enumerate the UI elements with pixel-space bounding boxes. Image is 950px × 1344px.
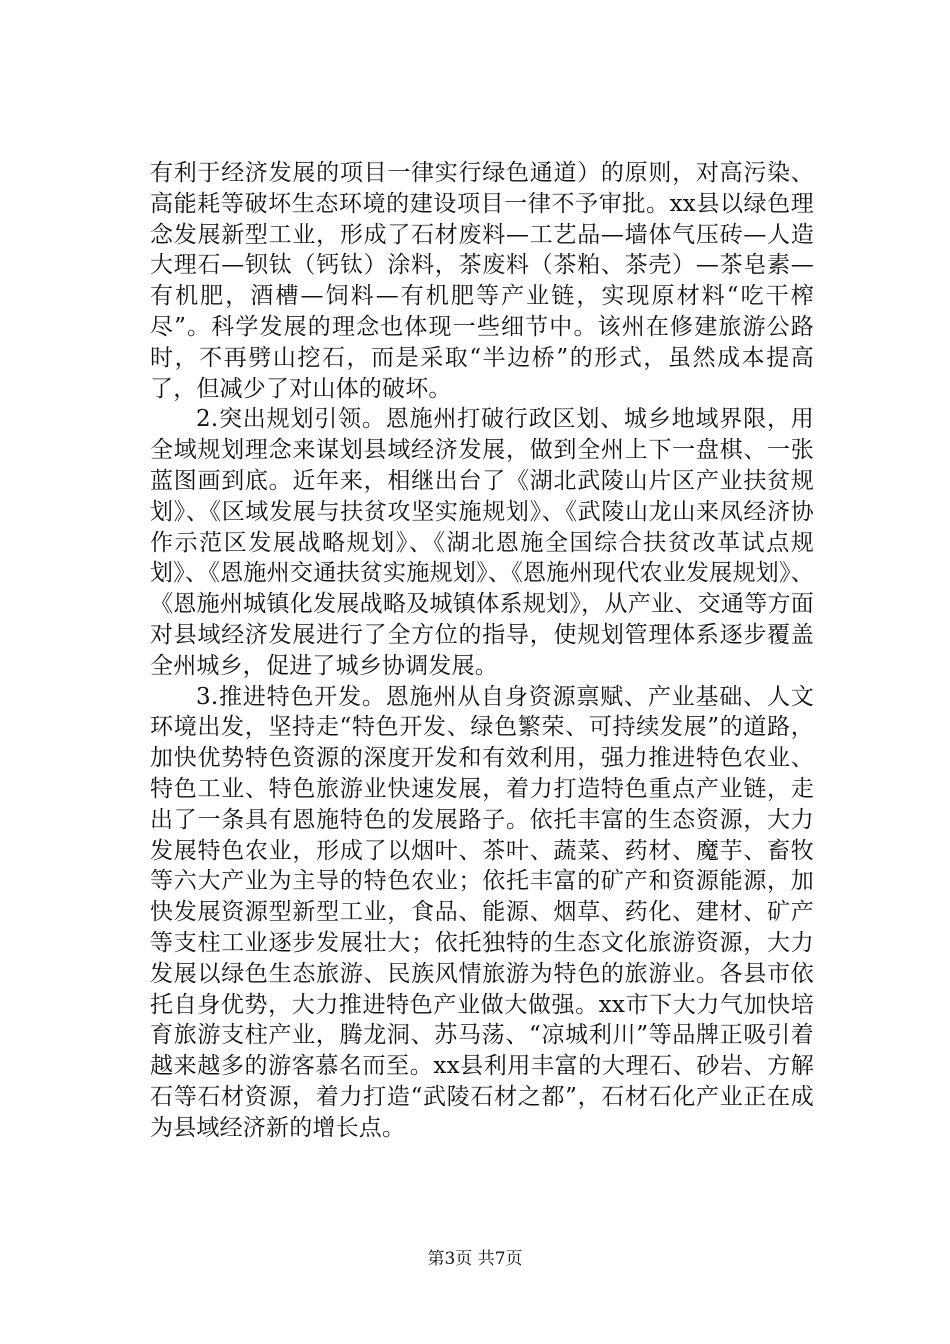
page-number-footer: 第3页 共7页 (427, 1249, 523, 1269)
paragraph-continuation: 有利于经济发展的项目一律实行绿色通道）的原则，对高污染、高能耗等破坏生态环境的建设项目一律不予审批。xx县以绿色理念发展新型工业，形成了石材废料—工艺品—墙体气压砖—人造大理石—钡钛（钙钛）涂料，茶废料（茶粕、茶壳）—茶皂素—有机肥，酒槽—饲料—有机肥等产业链，实现原材料“吃干榨尽”。科学发展的理念也体现一些细节中。该州在修建旅游公路时，不再劈山挖石，而是采取“半边桥”的形式，虽然成本提高了，但减少了对山体的破坏。 (150, 160, 814, 402)
paragraph-planning: 2.突出规划引领。恩施州打破行政区划、城乡地域界限，用全域规划理念来谋划县域经济发展，做到全州上下一盘棋、一张蓝图画到底。近年来，相继出台了《湖北武陵山片区产业扶贫规划》、《区域发展与扶贫攻坚实施规划》、《武陵山龙山来凤经济协作示范区发展战略规划》、《湖北恩施全国综合扶贫改革试点规划》、《恩施州交通扶贫实施规划》、《恩施州现代农业发展规划》、《恩施州城镇化发展战略及城镇体系规划》，从产业、交通等方面对县域经济发展进行了全方位的指导，使规划管理体系逐步覆盖全州城乡，促进了城乡协调发展。 (150, 406, 814, 679)
document-body (150, 158, 814, 1144)
paragraph-characteristic-development: 3.推进特色开发。恩施州从自身资源禀赋、产业基础、人文环境出发，坚持走“特色开发、绿色繁荣、可持续发展”的道路，加快优势特色资源的深度开发和有效利用，强力推进特色农业、特色工业、特色旅游业快速发展，着力打造特色重点产业链，走出了一条具有恩施特色的发展路子。依托丰富的生态资源，大力发展特色农业，形成了以烟叶、茶叶、蔬菜、药材、魔芋、畜牧等六大产业为主导的特色农业；依托丰富的矿产和资源能源，加快发展资源型新型工业，食品、能源、烟草、药化、建材、矿产等支柱工业逐步发展壮大；依托独特的生态文化旅游资源，大力发展以绿色生态旅游、民族风情旅游为特色的旅游业。各县市依托自身优势，大力推进特色产业做大做强。xx市下大力气加快培育旅游支柱产业，腾龙洞、苏马荡、“凉城利川”等品牌正吸引着越来越多的游客慕名而至。xx县利用丰富的大理石、砂岩、方解石等石材资源，着力打造“武陵石材之都”，石材石化产业正在成为县域经济新的增长点。 (150, 683, 814, 1141)
